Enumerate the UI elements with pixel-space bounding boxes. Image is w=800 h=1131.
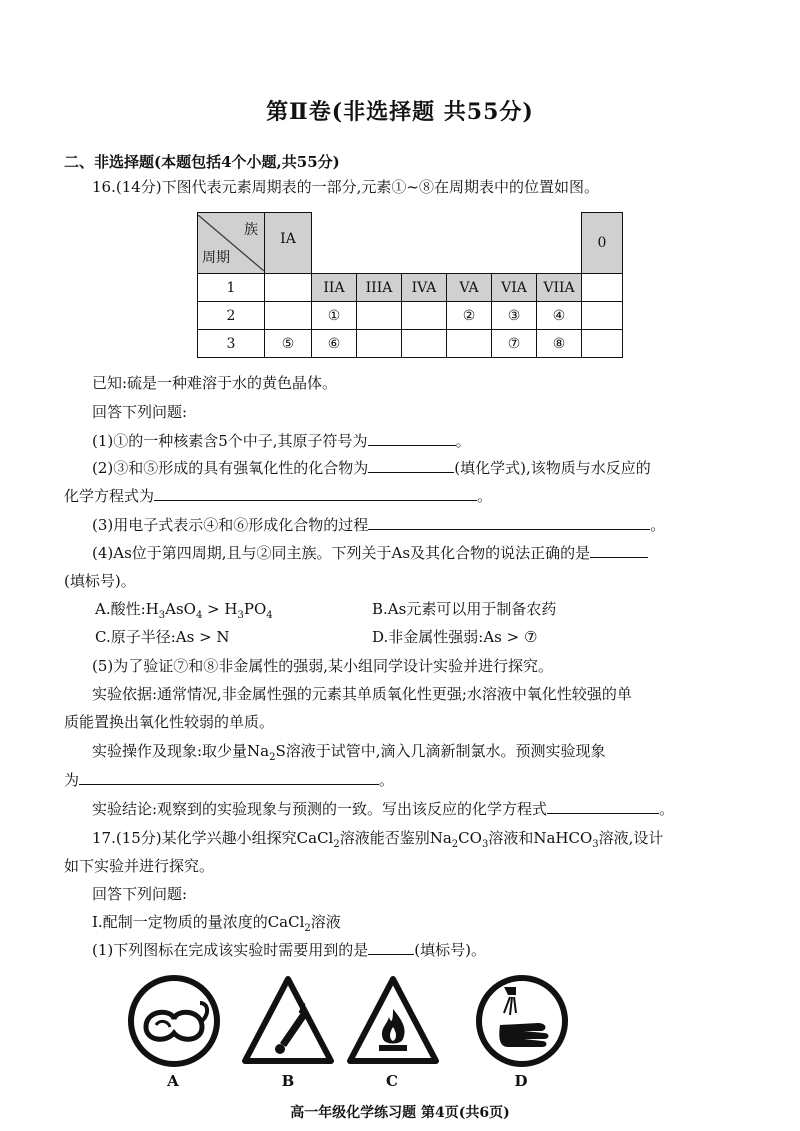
experiment-conclusion: 实验结论:观察到的实验现象与预测的一致。写出该反应的化学方程式 。 [92, 800, 675, 818]
answer-blank[interactable] [79, 770, 379, 785]
answer-blank[interactable] [368, 515, 650, 530]
corner-cell [198, 213, 265, 274]
experiment-operation-cont: 为 。 [64, 771, 395, 789]
icon-label-b: B [281, 1072, 295, 1090]
q16-part2: (2)③和⑤形成的具有强氧化性的化合物为 (填化学式),该物质与水反应的 [92, 459, 651, 477]
icon-label-a: A [167, 1072, 179, 1090]
answer-blank[interactable] [547, 799, 659, 814]
element-cell: ⑥ [312, 330, 357, 358]
answer-prompt: 回答下列问题: [92, 403, 188, 421]
option-c: C.原子半径:As > N [95, 628, 230, 646]
group-header: IIA [312, 274, 357, 302]
element-cell: ⑤ [265, 330, 312, 358]
experiment-basis: 实验依据:通常情况,非金属性强的元素其单质氧化性更强;水溶液中氧化性较强的单 [92, 685, 632, 703]
icon-label-d: D [514, 1072, 528, 1090]
period-cell: 1 [198, 274, 265, 302]
group-ia-cell: IA [265, 213, 312, 274]
known-fact: 已知:硫是一种难溶于水的黄色晶体。 [92, 374, 338, 392]
corner-group-label: 族 [244, 222, 258, 238]
experiment-basis-cont: 质能置换出氧化性较弱的单质。 [64, 713, 275, 731]
experiment-operation: 实验操作及现象:取少量$Na_2S$溶液于试管中,滴入几滴新制氯水。预测实验现象 [92, 742, 606, 763]
section-heading: 二、非选择题(本题包括4个小题,共55分) [64, 153, 340, 171]
goggles-icon [126, 973, 222, 1069]
answer-blank[interactable] [154, 486, 477, 501]
flame-icon [345, 973, 441, 1069]
hand-wash-icon [474, 973, 570, 1069]
q16-part3: (3)用电子式表示④和⑥形成化合物的过程 。 [92, 516, 666, 534]
answer-blank[interactable] [590, 543, 648, 558]
element-cell: ④ [537, 302, 582, 330]
q17-stem-cont: 如下实验并进行探究。 [64, 857, 215, 875]
element-cell: ③ [492, 302, 537, 330]
q16-part5: (5)为了验证⑦和⑧非金属性的强弱,某小组同学设计实验并进行探究。 [92, 657, 554, 675]
periodic-table [197, 212, 623, 358]
period-cell: 2 [198, 302, 265, 330]
q17-stem: 17.(15分)某化学兴趣小组探究CaCl$_2$溶液能否鉴别$Na_2CO_3$溶液和NaHCO$_3$溶液,设计 [92, 829, 664, 850]
q16-part2-cont: 化学方程式为 。 [64, 487, 493, 505]
element-cell: ⑧ [537, 330, 582, 358]
group-header: IIIA [357, 274, 402, 302]
q16-part4: (4)As位于第四周期,且与②同主族。下列关于As及其化合物的说法正确的是 [92, 543, 648, 563]
corner-period-label: 周期 [202, 250, 230, 266]
answer-prompt: 回答下列问题: [92, 885, 188, 903]
answer-blank[interactable] [368, 458, 454, 473]
group-header: VIIA [537, 274, 582, 302]
option-b: B.As元素可以用于制备农药 [372, 600, 557, 618]
q16-part1: (1)①的一种核素含5个中子,其原子符号为 。 [92, 432, 471, 450]
page-footer: 高一年级化学练习题 第4页(共6页) [290, 1105, 510, 1121]
sharp-object-icon [240, 973, 336, 1069]
element-cell: ② [447, 302, 492, 330]
icon-label-c: C [386, 1072, 398, 1090]
group-header: VA [447, 274, 492, 302]
group-zero-cell: 0 [582, 213, 623, 274]
q16-part4-cont: (填标号)。 [64, 572, 136, 590]
option-d: D.非金属性强弱:As > ⑦ [372, 628, 538, 646]
group-header: IVA [402, 274, 447, 302]
answer-blank[interactable] [368, 431, 456, 446]
q17-part-i: Ⅰ.配制一定物质的量浓度的CaCl$_2$溶液 [92, 913, 341, 934]
group-header: VIA [492, 274, 537, 302]
page-title: 第Ⅱ卷(非选择题 共55分) [266, 99, 534, 125]
element-cell: ⑦ [492, 330, 537, 358]
option-a: A.酸性$:H_3AsO_4 > H_3PO_4$ [95, 600, 273, 621]
element-cell: ① [312, 302, 357, 330]
q17-part1: (1)下列图标在完成该实验时需要用到的是 (填标号)。 [92, 941, 486, 959]
period-cell: 3 [198, 330, 265, 358]
q16-stem: 16.(14分)下图代表元素周期表的一部分,元素①~⑧在周期表中的位置如图。 [92, 178, 599, 196]
answer-blank[interactable] [368, 940, 414, 955]
